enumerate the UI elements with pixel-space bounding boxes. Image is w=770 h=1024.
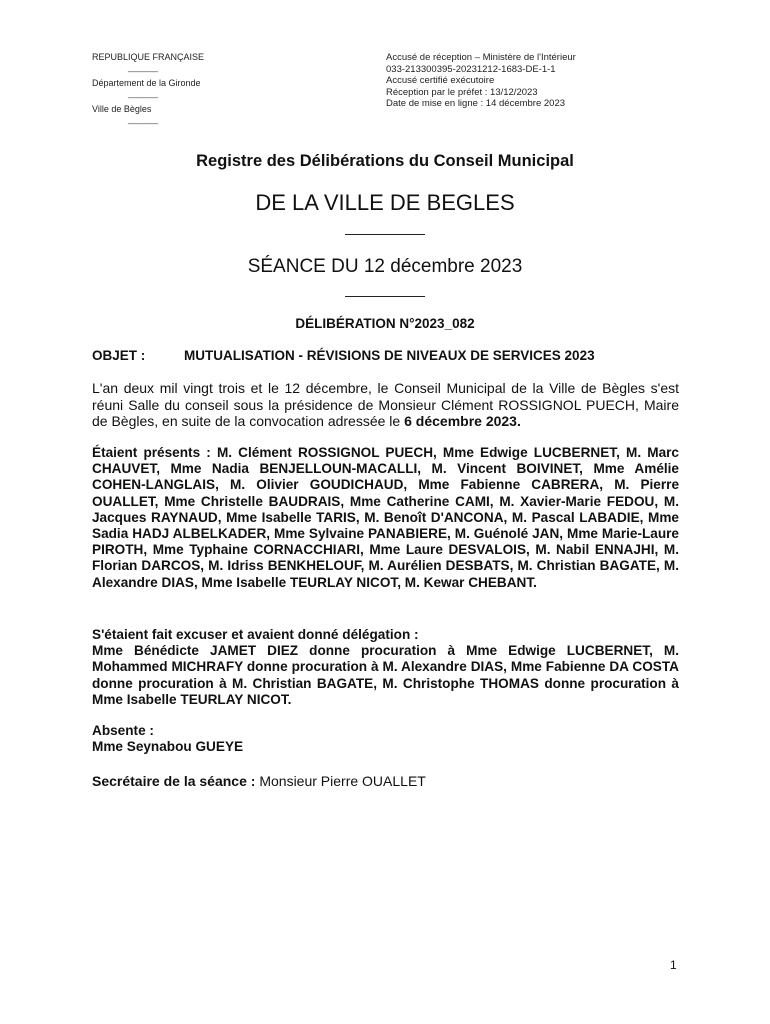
objet-text: MUTUALISATION - RÉVISIONS DE NIVEAUX DE SERVICES 2023	[184, 348, 595, 363]
receipt-line: Accusé certifié exécutoire	[386, 75, 495, 86]
absent-name: Mme Seynabou GUEYE	[92, 739, 244, 755]
separator: ______	[128, 88, 159, 98]
intro-text: L'an deux mil vingt trois et le 12 décembre, le Conseil Municipal de la Ville de Bègles s'est réuni Salle du conseil sous la présidence de Monsieur Clément ROSSIGNOL PUECH, Maire de Bègles, en suite de la convocation adressée le	[92, 380, 679, 429]
register-title: Registre des Délibérations du Conseil Municipal	[196, 152, 574, 170]
city-title: DE LA VILLE DE BEGLES	[255, 190, 515, 215]
excused-text: Mme Bénédicte JAMET DIEZ donne procuration à Mme Edwige LUCBERNET, M. Mohammed MICHRAFY donne procuration à M. Alexandre DIAS, Mme Fabienne DA COSTA donne procuration à M. Christian BAGATE, M. Christophe THOMAS donne procuration à Mme Isabelle TEURLAY NICOT.	[92, 643, 679, 707]
receipt-block	[386, 52, 686, 110]
deliberation-number: DÉLIBÉRATION N°2023_082	[295, 316, 475, 331]
absent-heading: Absente :	[92, 723, 154, 738]
presents-paragraph: Étaient présents : M. Clément ROSSIGNOL PUECH, Mme Edwige LUCBERNET, M. Marc CHAUVET, Mme Nadia BENJELLOUN-MACALLI, M. Vincent BOIVINET, Mme Amélie COHEN-LANGLAIS, M. Olivier GOUDICHAUD, Mme Fabienne CABRERA, M. Pierre OUALLET, Mme Christelle BAUDRAIS, Mme Catherine CAMI, M. Xavier-Marie FEDOU, M. Jacques RAYNAUD, Mme Isabelle TARIS, M. Benoît D'ANCONA, M. Pascal LABADIE, Mme Sadia HADJ ALBELKADER, Mme Sylvaine PANABIERE, M. Guénolé JAN, Mme Marie-Laure PIROTH, Mme Typhaine CORNACCHIARI, Mme Laure DESVALOIS, M. Nabil ENNAJHI, M. Florian DARCOS, M. Idriss BENKHELOUF, M. Aurélien DESBATS, M. Christian BAGATE, M. Alexandre DIAS, Mme Isabelle TEURLAY NICOT, M. Kewar CHEBANT.	[92, 445, 679, 590]
header-left-block	[92, 52, 292, 124]
secretary-name: Monsieur Pierre OUALLET	[259, 773, 426, 789]
secretary-paragraph	[92, 773, 679, 790]
absent-paragraph	[92, 723, 679, 755]
department-label: Département de la Gironde	[92, 78, 201, 88]
title-divider	[345, 296, 425, 297]
page-number: 1	[670, 958, 677, 972]
republic-label: REPUBLIQUE FRANÇAISE	[92, 52, 205, 62]
objet-label: OBJET :	[92, 348, 146, 363]
title-divider	[345, 234, 425, 235]
receipt-line: Réception par le préfet : 13/12/2023	[386, 86, 538, 98]
excused-paragraph	[92, 627, 679, 708]
convocation-date: 6 décembre 2023.	[404, 413, 521, 429]
receipt-id: 033-213300395-20231212-1683-DE-1-1	[386, 63, 556, 75]
separator: ______	[128, 62, 159, 72]
receipt-line: Accusé de réception – Ministère de l'Intérieur	[386, 52, 576, 63]
intro-paragraph	[92, 380, 679, 430]
separator: ______	[128, 114, 159, 124]
session-title: SÉANCE DU 12 décembre 2023	[247, 256, 523, 277]
excused-heading: S'étaient fait excuser et avaient donné délégation :	[92, 627, 419, 642]
secretary-label: Secrétaire de la séance :	[92, 773, 256, 789]
objet-line	[92, 348, 692, 363]
receipt-line: Date de mise en ligne : 14 décembre 2023	[386, 98, 566, 109]
city-label: Ville de Bègles	[92, 104, 152, 114]
